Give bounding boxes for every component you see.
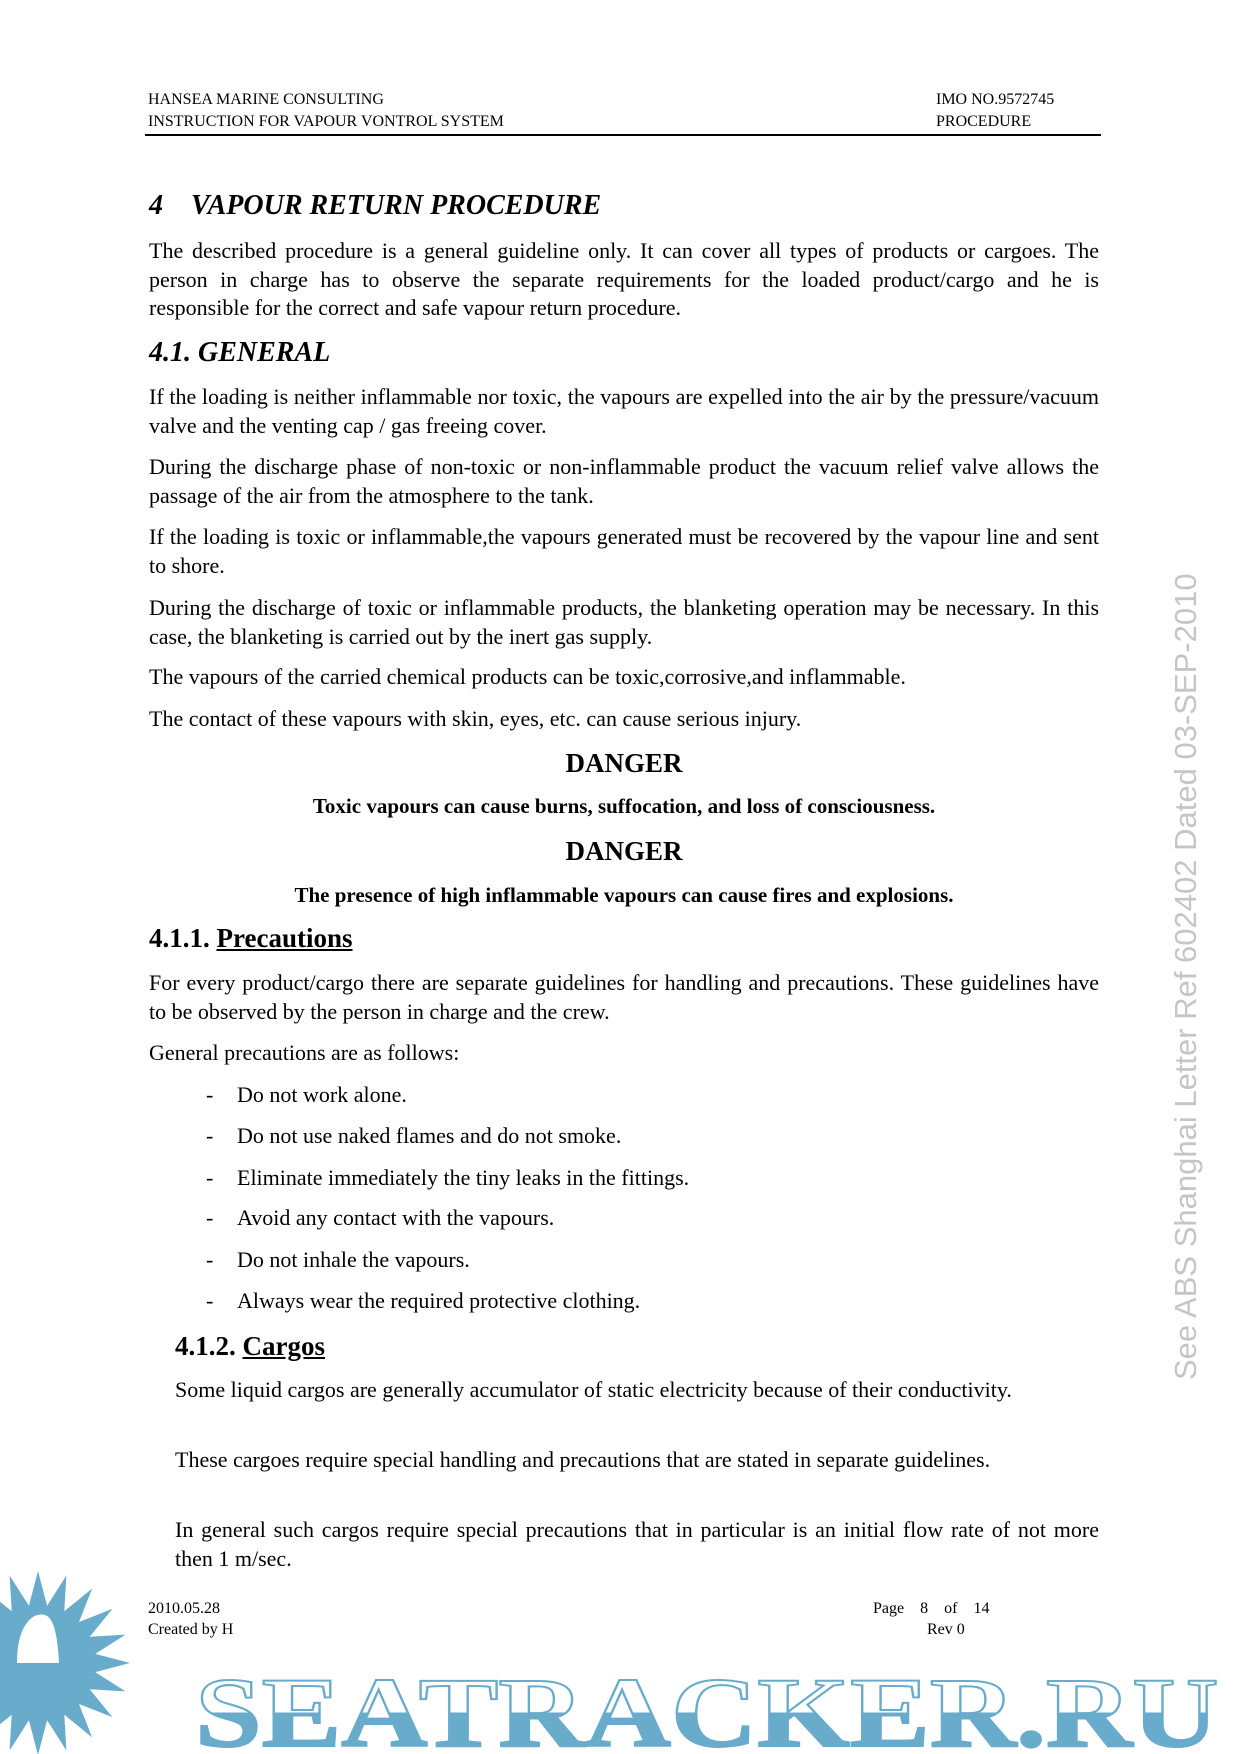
footer-date: 2010.05.28	[148, 1600, 220, 1617]
page-total: 14	[973, 1600, 990, 1617]
danger-text: The presence of high inflammable vapours can cause fires and explosions.	[294, 883, 954, 907]
cargos-heading	[175, 1331, 325, 1362]
list-item-text: Always wear the required protective clothing.	[237, 1288, 641, 1313]
danger-label: DANGER	[565, 748, 683, 778]
general-paragraph: During the discharge phase of non-toxic or non-inflammable product the vacuum relief valve allows the passage of the air from the atmosphere to the tank.	[149, 454, 1099, 508]
general-paragraph: The vapours of the carried chemical products can be toxic,corrosive,and inflammable.	[149, 664, 906, 689]
footer-rev: Rev 0	[927, 1621, 965, 1638]
seatracker-logo	[0, 1560, 1240, 1754]
list-item	[206, 1246, 470, 1274]
approval-watermark: See ABS Shanghai Letter Ref 602402 Dated 03-SEP-2010	[1168, 573, 1203, 1380]
list-item-text: Do not use naked flames and do not smoke.	[237, 1123, 622, 1148]
cargos-paragraph: Some liquid cargos are generally accumulator of static electricity because of their conductivity.	[175, 1377, 1012, 1402]
intro-paragraph: The described procedure is a general guideline only. It can cover all types of products or cargoes. The person in charge has to observe the separate requirements for the loaded product/cargo and he is responsible for the correct and safe vapour return procedure.	[149, 238, 1099, 320]
header-imo: IMO NO.9572745	[936, 91, 1055, 108]
general-paragraph: If the loading is toxic or inflammable,the vapours generated must be recovered by the vapour line and sent to shore.	[149, 524, 1099, 578]
footer-created: Created by H	[148, 1621, 234, 1638]
header-section: PROCEDURE	[936, 113, 1032, 130]
bullet-dash: -	[206, 1082, 214, 1107]
bullet-dash: -	[206, 1247, 214, 1272]
precautions-heading	[149, 923, 353, 954]
footer-page	[873, 1598, 989, 1619]
page-number: 8	[920, 1600, 929, 1617]
list-item-text: Do not inhale the vapours.	[237, 1247, 470, 1272]
section-title: 4 VAPOUR RETURN PROCEDURE	[149, 190, 602, 221]
danger-label: DANGER	[565, 836, 683, 866]
cargos-paragraph: These cargoes require special handling and precautions that are stated in separate guidelines.	[175, 1447, 991, 1472]
list-item	[206, 1204, 554, 1232]
list-item-text: Do not work alone.	[237, 1082, 407, 1107]
general-heading: 4.1. GENERAL	[149, 337, 331, 368]
header-doc-title: INSTRUCTION FOR VAPOUR VONTROL SYSTEM	[148, 113, 504, 130]
page-label: Page	[873, 1600, 905, 1617]
list-item	[206, 1164, 689, 1192]
general-paragraph: During the discharge of toxic or inflammable products, the blanketing operation may be necessary. In this case, the blanketing is carried out by the inert gas supply.	[149, 595, 1099, 649]
header-rule	[145, 134, 1101, 136]
bullet-dash: -	[206, 1165, 214, 1190]
bullet-dash: -	[206, 1288, 214, 1313]
cargos-number: 4.1.2.	[175, 1331, 236, 1361]
logo-text: SEATRACKER.RU	[195, 1657, 1219, 1754]
precautions-paragraph: For every product/cargo there are separate guidelines for handling and precautions. These guidelines have to be observed by the person in charge and the crew.	[149, 970, 1099, 1024]
general-paragraph: The contact of these vapours with skin, eyes, etc. can cause serious injury.	[149, 706, 802, 731]
list-item-text: Avoid any contact with the vapours.	[237, 1205, 555, 1230]
header-company: HANSEA MARINE CONSULTING	[148, 91, 384, 108]
precautions-title: Precautions	[216, 923, 353, 953]
list-item-text: Eliminate immediately the tiny leaks in the fittings.	[237, 1165, 690, 1190]
precautions-number: 4.1.1.	[149, 923, 210, 953]
cargos-paragraph: In general such cargos require special precautions that in particular is an initial flow rate of not more then 1 m/sec.	[175, 1517, 1099, 1571]
of-label: of	[944, 1600, 958, 1617]
bullet-dash: -	[206, 1123, 214, 1148]
list-item	[206, 1122, 621, 1150]
bullet-dash: -	[206, 1205, 214, 1230]
general-paragraph: If the loading is neither inflammable nor toxic, the vapours are expelled into the air by the pressure/vacuum valve and the venting cap / gas freeing cover.	[149, 384, 1099, 438]
cargos-title: Cargos	[242, 1331, 325, 1361]
danger-text: Toxic vapours can cause burns, suffocation, and loss of consciousness.	[312, 794, 936, 818]
list-item	[206, 1081, 407, 1109]
precautions-intro: General precautions are as follows:	[149, 1040, 460, 1065]
list-item	[206, 1287, 640, 1315]
